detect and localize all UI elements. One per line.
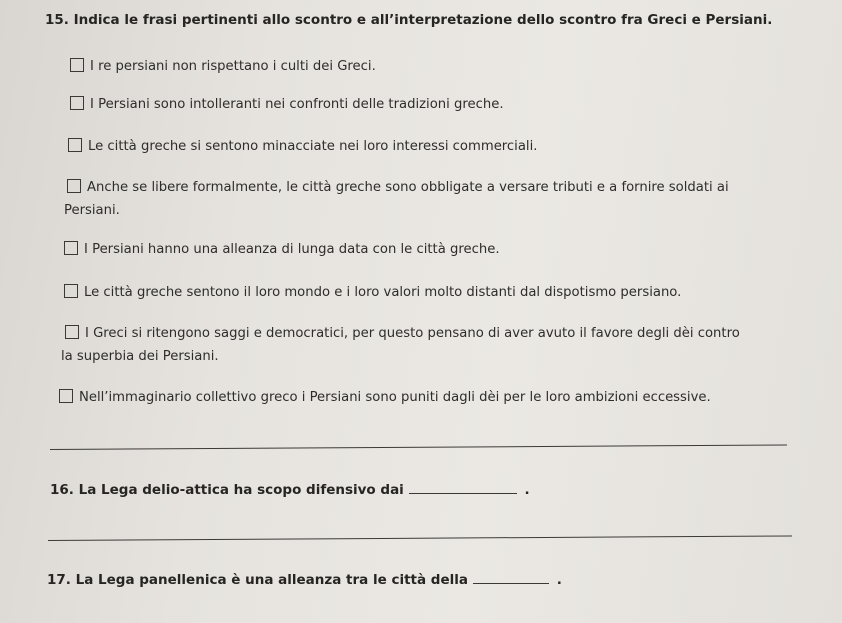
option-2-label: I Persiani sono intolleranti nei confronti delle tradizioni greche. [90,97,504,112]
option-2[interactable] [70,94,504,116]
divider-2 [48,535,792,541]
question-16 [50,482,530,498]
checkbox-7[interactable] [65,325,79,339]
question-17-text: 17. La Lega panellenica è una alleanza tra le città della [47,572,468,588]
option-1-label: I re persiani non rispettano i culti dei Greci. [90,59,376,74]
checkbox-2[interactable] [70,96,84,110]
option-5-label: I Persiani hanno una alleanza di lunga data con le città greche. [84,242,500,257]
option-4-label: Anche se libere formalmente, le città greche sono obbligate a versare tributi e a fornire soldati ai [87,180,729,195]
question-15-title: 15. Indica le frasi pertinenti allo scontro e all’interpretazione dello scontro fra Greci e Persiani. [45,12,773,28]
checkbox-6[interactable] [64,284,78,298]
question-16-text: 16. La Lega delio-attica ha scopo difensivo dai [50,482,404,498]
option-8-label: Nell’immaginario collettivo greco i Persiani sono puniti dagli dèi per le loro ambizioni eccessive. [79,390,711,405]
checkbox-5[interactable] [64,241,78,255]
option-1[interactable] [70,56,376,78]
question-17-period: . [556,572,562,588]
option-7-continuation: la superbia dei Persiani. [61,349,219,364]
option-5[interactable] [64,239,500,261]
checkbox-8[interactable] [59,389,73,403]
option-3-label: Le città greche si sentono minacciate nei loro interessi commerciali. [88,139,538,154]
option-6[interactable] [64,282,681,304]
option-3[interactable] [68,136,537,158]
option-4-continuation: Persiani. [64,203,120,218]
question-17 [47,572,562,588]
option-6-label: Le città greche sentono il loro mondo e i loro valori molto distanti dal dispotismo persiano. [84,285,682,300]
checkbox-4[interactable] [67,179,81,193]
option-7-label: I Greci si ritengono saggi e democratici, per questo pensano di aver avuto il favore degli dèi contro [85,326,740,341]
divider-1 [50,444,787,450]
option-7[interactable] [65,323,740,345]
question-16-blank[interactable] [409,493,517,494]
question-16-period: . [524,482,530,498]
checkbox-3[interactable] [68,138,82,152]
question-17-blank[interactable] [473,583,549,584]
checkbox-1[interactable] [70,58,84,72]
option-4[interactable] [67,177,729,199]
option-8[interactable] [59,387,711,409]
